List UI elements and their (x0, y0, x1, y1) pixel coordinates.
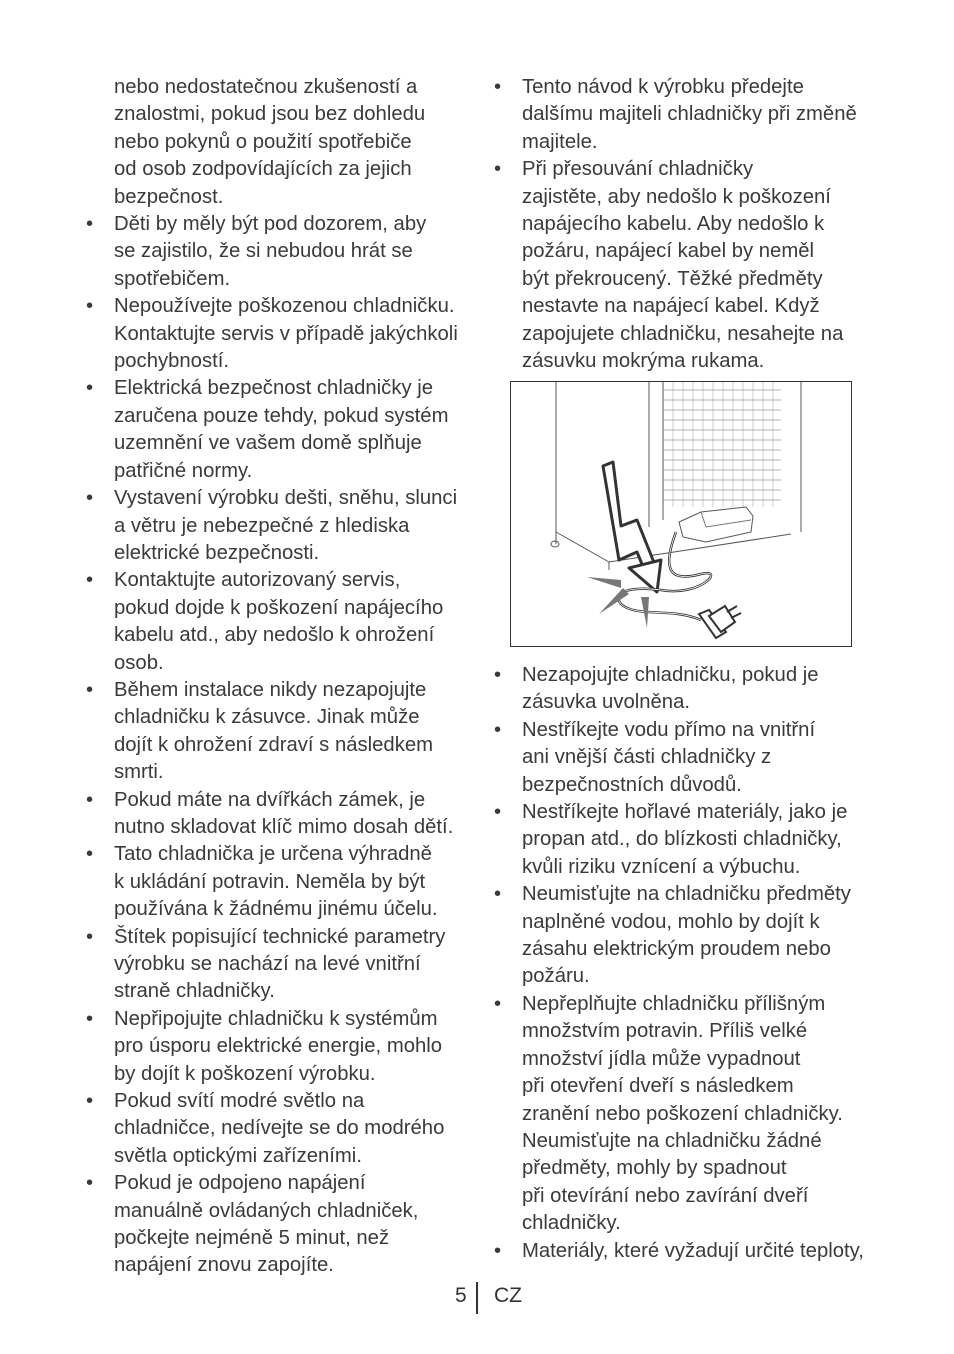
text-line: uzemnění ve vašem domě splňuje (114, 432, 422, 455)
text-line: nestavte na napájecí kabel. Když (522, 295, 820, 318)
text-line: zajistěte, aby nedošlo k poškození (522, 185, 831, 208)
bullet-item (86, 375, 466, 485)
text-line: • Při přesouvání chladničky (522, 158, 754, 181)
text-line: nebo nedostatečnou zkušeností a (114, 76, 418, 98)
bullet-item (494, 156, 866, 375)
text-line: • Děti by měly být pod dozorem, aby (114, 213, 427, 236)
text-line: napájení znovu zapojíte. (114, 1254, 334, 1277)
text-line: od osob zodpovídajících za jejich (114, 158, 412, 181)
bullet-item (86, 293, 466, 375)
bullet-item (494, 991, 866, 1238)
text-line: a větru je nebezpečné z hlediska (114, 514, 410, 537)
text-line: dalšímu majiteli chladničky při změně (522, 103, 857, 126)
bullet-item (86, 567, 466, 677)
bullet-item (86, 211, 466, 293)
text-line: při otevírání nebo zavírání dveří (522, 1184, 809, 1207)
bullet-item (86, 787, 466, 842)
text-line: pochybností. (114, 350, 230, 373)
text-line: Kontaktujte servis v případě jakýchkoli (114, 322, 458, 345)
bullet-item (86, 1088, 466, 1170)
text-line: • Nestříkejte vodu přímo na vnitřní (522, 718, 816, 741)
text-line: • Pokud svítí modré světlo na (114, 1090, 365, 1113)
text-line: světla optickými zařízeními. (114, 1144, 362, 1167)
text-line: • Elektrická bezpečnost chladničky je (114, 377, 434, 400)
text-line: napájecího kabelu. Aby nedošlo k (522, 213, 825, 236)
text-line: • Tento návod k výrobku předejte (522, 76, 804, 98)
text-line: používána k žádnému jinému účelu. (114, 898, 438, 921)
text-line: • Neumisťujte na chladničku předměty (522, 883, 851, 906)
bullet-item (494, 881, 866, 991)
text-line: propan atd., do blízkosti chladničky, (522, 828, 842, 851)
text-line: při otevření dveří s následkem (522, 1075, 794, 1098)
text-line: množstvím potravin. Příliš velké (522, 1020, 808, 1043)
bullet-item (86, 841, 466, 923)
text-line: spotřebičem. (114, 267, 231, 290)
text-line: chladničky. (522, 1212, 621, 1235)
text-line: kabelu atd., aby nedošlo k ohrožení (114, 624, 435, 647)
text-line: zaručena pouze tehdy, pokud systém (114, 404, 449, 427)
text-line: osob. (114, 651, 164, 674)
right-column-top (494, 74, 866, 375)
text-line: • Štítek popisující technické parametry (114, 925, 446, 948)
text-line: pokud dojde k poškození napájecího (114, 596, 444, 619)
text-line: patřičné normy. (114, 459, 253, 482)
text-line: zásuvku mokrýma rukama. (522, 350, 765, 373)
text-line: elektrické bezpečnosti. (114, 541, 320, 564)
text-line: zapojujete chladničku, nesahejte na (522, 322, 844, 345)
bullet-item (86, 1006, 466, 1088)
language-code: CZ (494, 1284, 522, 1307)
bullet-item (86, 485, 466, 567)
text-line: • Nepřeplňujte chladničku přílišným (522, 992, 826, 1015)
text-line: • Během instalace nikdy nezapojujte (114, 678, 427, 701)
text-line: pro úsporu elektrické energie, mohlo (114, 1035, 443, 1058)
text-line: být překroucený. Těžké předměty (522, 267, 823, 290)
text-line: naplněné vodou, mohlo by dojít k (522, 910, 820, 933)
text-line: • Pokud máte na dvířkách zámek, je (114, 788, 426, 811)
text-line: by dojít k poškození výrobku. (114, 1062, 376, 1085)
left-column (86, 74, 466, 1280)
text-line: • Pokud je odpojeno napájení (114, 1172, 366, 1195)
text-line: • Vystavení výrobku dešti, sněhu, slunci (114, 487, 458, 510)
text-line: zranění nebo poškození chladničky. (522, 1102, 843, 1125)
text-line: nutno skladovat klíč mimo dosah dětí. (114, 815, 454, 838)
text-line: smrti. (114, 761, 164, 784)
bullet-item (494, 74, 866, 156)
text-line: dojít k ohrožení zdraví s následkem (114, 733, 434, 756)
text-line: množství jídla může vypadnout (522, 1047, 801, 1070)
bullet-item (86, 677, 466, 787)
text-line: ani vnější části chladničky z (522, 746, 772, 769)
page-number: 5 (455, 1284, 467, 1307)
bullet-item (86, 924, 466, 1006)
bullet-item (86, 1170, 466, 1280)
text-line: požáru. (522, 965, 590, 988)
text-line: • Nepoužívejte poškozenou chladničku. (114, 295, 455, 318)
text-line: požáru, napájecí kabel by neměl (522, 240, 815, 263)
text-line: chladničce, nedívejte se do modrého (114, 1117, 445, 1140)
text-line: • Nepřipojujte chladničku k systémům (114, 1007, 438, 1030)
text-line: manuálně ovládaných chladniček, (114, 1199, 419, 1222)
continued-paragraph (86, 74, 466, 211)
text-line: zásahu elektrickým proudem nebo (522, 938, 831, 961)
bullet-item (494, 1238, 866, 1265)
text-line: bezpečnost. (114, 185, 224, 208)
text-line: předměty, mohly by spadnout (522, 1157, 787, 1180)
text-line: majitele. (522, 130, 598, 153)
bullet-item (494, 662, 866, 717)
text-line: zásuvka uvolněna. (522, 691, 690, 714)
text-line: k ukládání potravin. Neměla by být (114, 870, 426, 893)
warning-illustration (510, 381, 852, 647)
text-line: počkejte nejméně 5 minut, než (114, 1227, 390, 1250)
text-line: • Tato chladnička je určena výhradně (114, 843, 432, 866)
text-line: se zajistilo, že si nebudou hrát se (114, 240, 413, 263)
text-line: Neumisťujte na chladničku žádné (522, 1129, 822, 1152)
text-line: chladničku k zásuvce. Jinak může (114, 706, 420, 729)
text-line: bezpečnostních důvodů. (522, 773, 742, 796)
text-line: • Nestříkejte hořlavé materiály, jako je (522, 801, 848, 824)
text-line: • Materiály, které vyžadují určité teploty, (522, 1239, 864, 1262)
text-line: kvůli riziku vznícení a výbuchu. (522, 855, 801, 878)
text-line: • Nezapojujte chladničku, pokud je (522, 664, 819, 686)
text-line: straně chladničky. (114, 980, 275, 1003)
bullet-item (494, 799, 866, 881)
footer-divider (476, 1282, 478, 1314)
plug-icon (511, 382, 850, 645)
text-line: výrobku se nachází na levé vnitřní (114, 953, 421, 975)
text-line: nebo pokynů o použití spotřebiče (114, 130, 412, 153)
right-column-bottom (494, 662, 866, 1265)
bullet-item (494, 717, 866, 799)
text-line: znalostmi, pokud jsou bez dohledu (114, 103, 426, 126)
text-line: • Kontaktujte autorizovaný servis, (114, 569, 401, 592)
